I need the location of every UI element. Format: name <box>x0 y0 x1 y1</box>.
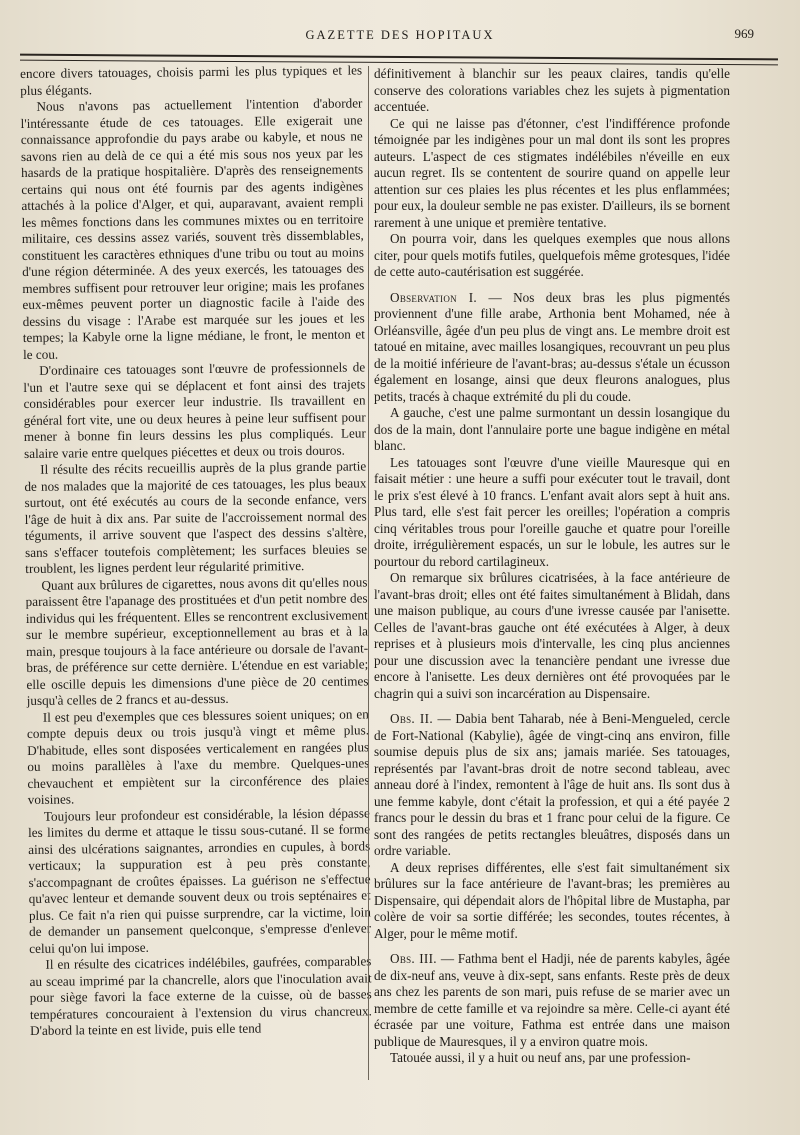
observation-text: — Fathma bent el Hadji, née de parents kabyles, âgée de dix-neuf ans, veuve à dix-sept, sans enfants. Reste près de deux ans chez les parents de son mari, puis refuse de se marier avec un membre de cette famille et va rejoindre sa mère. Celle-ci ayant été écrasée par une voiture, Fathma est entrée dans une maison publique de Mauresques, il y a environ quatre mois. <box>374 951 730 1049</box>
paragraph: Il résulte des récits recueillis auprès de la plus grande partie de nos malades que la majorité de ces tatouages, les plus beaux surtout, ont été exécutés au cours de la seconde enfance, vers l'âge de huit à dix ans. Par suite de l'accroissement normal des téguments, il arrive souvent que l'aspect des dessins s'altère, sans s'effacer toutefois complètement; les surfaces bleuies se troublent, les lignes perdent leur régularité primitive. <box>24 458 368 576</box>
left-column <box>20 62 373 1086</box>
observation-3 <box>374 951 730 1050</box>
running-head <box>0 24 800 48</box>
paragraph: définitivement à blanchir sur les peaux claires, tandis qu'elle conserve des colorations variables chez les sujets à pigmentation accentuée. <box>374 66 730 114</box>
observation-1 <box>374 290 730 406</box>
paragraph: Toujours leur profondeur est considérable, la lésion dépasse les limites du derme et attaque le tissu sous-cutané. Il se forme ainsi des ulcérations saignantes, arrondies en cupules, à bords verticaux; la suppuration est à peu près constante, s'accompagnant de croûtes épaisses. La guérison ne s'effectue qu'avec lenteur et demande souvent deux ou trois septénaires et plus. Ce fait n'a rien qui puisse surprendre, car la victime, loin de demander un pansement quelconque, s'empresse d'enlever celui qu'on lui impose. <box>27 804 372 956</box>
page-number: 969 <box>734 26 754 41</box>
paragraph: Ce qui ne laisse pas d'étonner, c'est l'indifférence profonde témoignée par les indigènes pour un mal dont ils sont les propres auteurs. L'aspect de ces stigmates indélébiles n'éveille en eux aucun regret. Ils se contentent de sourire quand on appelle leur attention sur ces plaies les plus récentes et les plus enflammées; pour eux, la douleur semble ne pas exister. D'ailleurs, ils se bornent rarement à une unique et première tentative. <box>374 115 730 230</box>
paragraph: Il est peu d'exemples que ces blessures soient uniques; on en compte depuis deux ou trois jusqu'à vingt et même plus. D'habitude, elles sont disposées verticalement en rangées plus ou moins parallèles à l'axe du membre. Quelques-unes chevauchent et empiètent sur la circonférence des plaies voisines. <box>26 705 370 807</box>
paragraph: On remarque six brûlures cicatrisées, à la face antérieure de l'avant-bras droit; elles ont été faites simultanément à Blidah, dans une maison publique, au cours d'une ivresse causée par l'anisette. Celles de l'avant-bras gauche ont été exécutées à Alger, à deux reprises et à plusieurs mois d'intervalle, les cinq plus anciennes pour une discussion avec la tenancière pendant une ivresse due encore à l'anisette. Les deux dernières ont été provoquées par le chagrin qui a suivi son incarcération au Dispensaire. <box>374 570 730 701</box>
paragraph: Il en résulte des cicatrices indélébiles, gaufrées, comparables au sceau imprimé par la chancrelle, alors que l'inoculation avait pour siège favori la face externe de la cuisse, où de basses températures concouraient à l'extension du virus chancreux. D'abord la teinte en est livide, puis elle tend <box>29 953 372 1038</box>
paragraph: A deux reprises différentes, elle s'est fait simultanément six brûlures sur la face antérieure de l'avant-bras; les premières au Dispensaire, qui dépendait alors de l'hôpital libre de Mustapha, par colère de voir sa sortie différée; les secondes, toutes récentes, à Alger, pour le même motif. <box>374 859 730 941</box>
observation-text: — Dabia bent Taharab, née à Beni-Mengueled, cercle de Fort-National (Kabylie), âgée de vingt-cinq ans environ, fille soumise depuis plus de six ans; jamais mariée. Ses tatouages, représentés par l'avant-bras droit de notre second tableau, avec anneau doré à l'index, remontent à l'âge de huit ans. Ils sont dus à une femme kabyle, dont c'était la profession, et qui a été payée 2 francs pour le dessin du bras et 1 franc pour celui de la figure. Ce sont des rangées de petits rectangles bleuâtres, disposés dans un ordre variable. <box>374 711 730 858</box>
paragraph: Quant aux brûlures de cigarettes, nous avons dit qu'elles nous paraissent être l'apanage des prostituées et d'un petit nombre des individus qui les fréquentent. Elles se rencontrent exclusivement sur le membre supérieur, exceptionnellement au bras et à la main, presque toujours à la face antérieure ou dorsale de l'avant-bras, de préférence sur cette dernière. L'étendue en est variable; elle oscille depuis les dimensions d'une pièce de 20 centimes jusqu'à celles de 2 francs et au-dessus. <box>25 573 369 708</box>
observation-text: — Nos deux bras les plus pigmentés proviennent d'une fille arabe, Arthonia bent Mohamed, née à Orléansville, âgée d'un peu plus de vingt ans. Le membre droit est tatoué en mitaine, avec mailles losangiques, recouvrant un peu plus de la moitié inférieure de l'avant-bras; au-dessus s'étale un écusson également en losange, ainsi que deux fleurons analogues, plus petits, tracés à chaque extrémité du pli du coude. <box>374 289 730 404</box>
column-divider <box>368 66 369 1080</box>
observation-label: Observation I. <box>390 289 477 305</box>
header-double-rule <box>20 54 778 66</box>
paragraph: encore divers tatouages, choisis parmi les plus typiques et les plus élégants. <box>20 62 363 98</box>
observation-label: Obs. III. <box>390 951 437 966</box>
paragraph: Tatouée aussi, il y a huit ou neuf ans, par une profession- <box>390 1050 691 1065</box>
paragraph: Les tatouages sont l'œuvre d'une vieille Mauresque qui en faisait métier : une heure a suffi pour exécuter tout le travail, dont le prix s'est élevé à 10 francs. L'enfant avait alors sept à huit ans. Plus tard, elle s'est fait percer les oreilles; l'opération a compris cinq véritables trous pour l'oreille gauche et quatre pour l'oreille droite, irrégulièrement espacés, un sur le lobule, les autres sur le pourtour du rebord cartilagineux. <box>374 454 730 569</box>
journal-title: GAZETTE DES HOPITAUX <box>305 28 495 42</box>
paragraph: On pourra voir, dans les quelques exemples que nous allons citer, pour quels motifs futiles, quelquefois même grotesques, l'idée de cette auto-cautérisation est suggérée. <box>374 231 730 279</box>
observation-label: Obs. II. <box>390 711 433 726</box>
paragraph: A gauche, c'est une palme surmontant un dessin losangique du dos de la main, dont l'annulaire porte une bague indigène en métal blanc. <box>374 405 730 453</box>
paragraph: Nous n'avons pas actuellement l'intention d'aborder l'intéressante étude de ces tatouages. Elle exigerait une connaissance approfondie du pays arabe ou kabyle, et nous ne savons rien au delà de ce qui a été mis sous nos yeux par les hasards de la pratique hospitalière. D'après des renseignements certains qui nous ont été fournis par des agents indigènes attachés à la police d'Alger, et qui, auparavant, avaient rempli les mêmes fonctions dans les communes mixtes ou en territoire militaire, ces dessins assez variés, souvent très dissemblables, constituent les caractères ethniques d'une tribu ou tout au moins d'une région déterminée. A des yeux exercés, les tatouages des membres suffisent pour retrouver leur origine; mais les profanes eux-mêmes peuvent porter un diagnostic facile à l'aide des dessins du visage : l'Arabe est marquée sur les joues et les tempes; la Kabyle orne la ligne médiane, le front, le menton et le cou. <box>20 95 365 362</box>
observation-2 <box>374 711 730 860</box>
right-column <box>374 66 730 1086</box>
paragraph: D'ordinaire ces tatouages sont l'œuvre de professionnels de l'un et l'autre sexe qui se déplacent et font ainsi des trajets considérables pour exercer leur industrie. Ils travaillent en général fort vite, une ou deux heures à peine leur suffisent pour mener à bonne fin leurs dessins les plus compliqués. Leur salaire varie entre quelques piécettes et deux ou trois douros. <box>23 359 366 461</box>
